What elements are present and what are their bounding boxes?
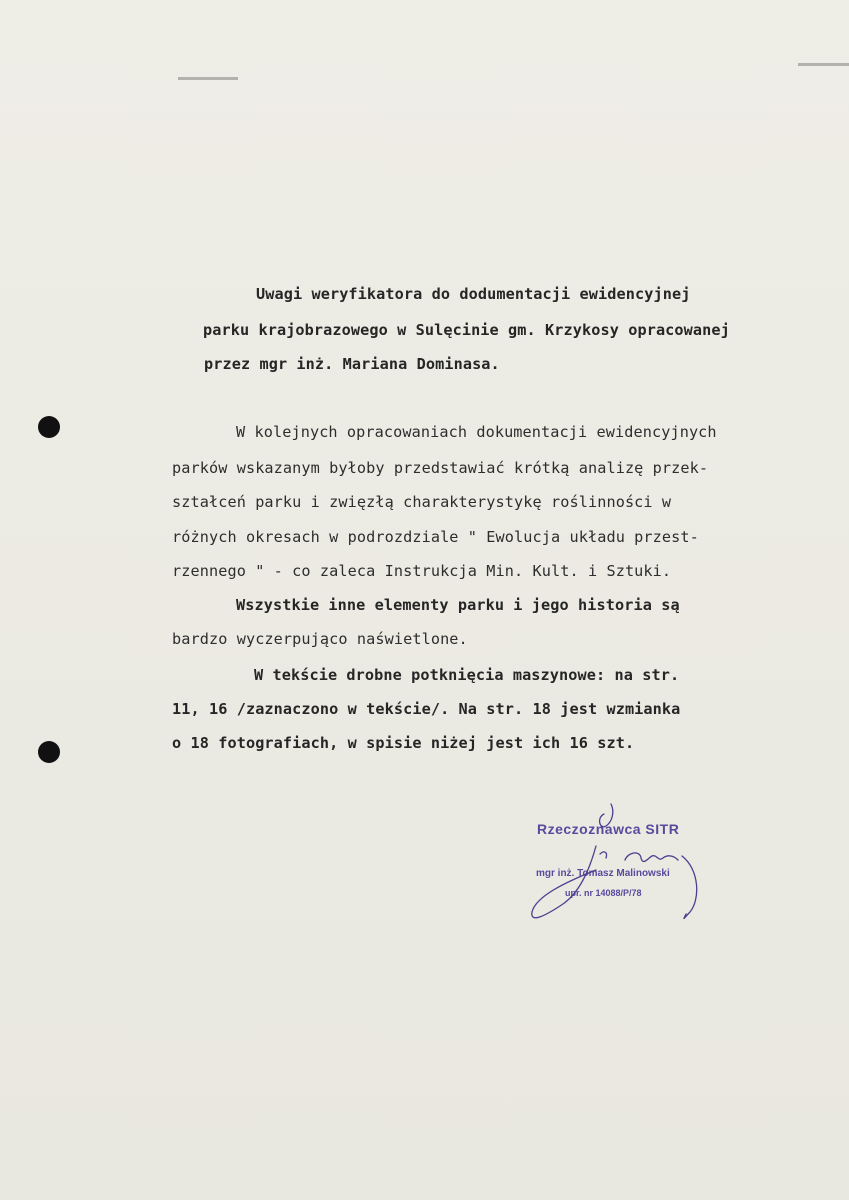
paragraph3-line-3: o 18 fotografiach, w spisie niżej jest ich 16 szt. <box>172 734 635 752</box>
paragraph3-line-2: 11, 16 /zaznaczono w tekście/. Na str. 18 jest wzmianka <box>172 700 681 718</box>
heading-line-2: parku krajobrazowego w Sulęcinie gm. Krzykosy opracowanej <box>203 321 730 339</box>
paragraph1-line-3: ształceń parku i zwięzłą charakterystykę roślinności w <box>172 493 672 511</box>
stamp-name: mgr inż. Tomasz Malinowski <box>536 868 670 879</box>
punch-hole-bottom <box>38 741 60 763</box>
paragraph1-line-2: parków wskazanym byłoby przedstawiać krótką analizę przek- <box>172 459 709 477</box>
paragraph1-line-5: rzennego " - co zaleca Instrukcja Min. Kult. i Sztuki. <box>172 562 672 580</box>
edge-mark-left <box>178 77 238 80</box>
edge-mark-right <box>798 63 849 66</box>
heading-line-3: przez mgr inż. Mariana Dominasa. <box>204 355 500 373</box>
paragraph3-line-1: W tekście drobne potknięcia maszynowe: na str. <box>254 666 680 684</box>
heading-line-1: Uwagi weryfikatora do dodumentacji ewidencyjnej <box>256 285 691 303</box>
paragraph2-line-2: bardzo wyczerpująco naświetlone. <box>172 630 468 648</box>
paragraph1-line-1: W kolejnych opracowaniach dokumentacji ewidencyjnych <box>236 423 717 441</box>
paragraph2-line-1: Wszystkie inne elementy parku i jego historia są <box>236 596 680 614</box>
stamp-title: Rzeczoznawca SITR <box>537 821 680 837</box>
punch-hole-top <box>38 416 60 438</box>
paragraph1-line-4: różnych okresach w podrozdziale " Ewolucja układu przest- <box>172 528 699 546</box>
stamp-registration: upr. nr 14088/P/78 <box>565 888 642 898</box>
